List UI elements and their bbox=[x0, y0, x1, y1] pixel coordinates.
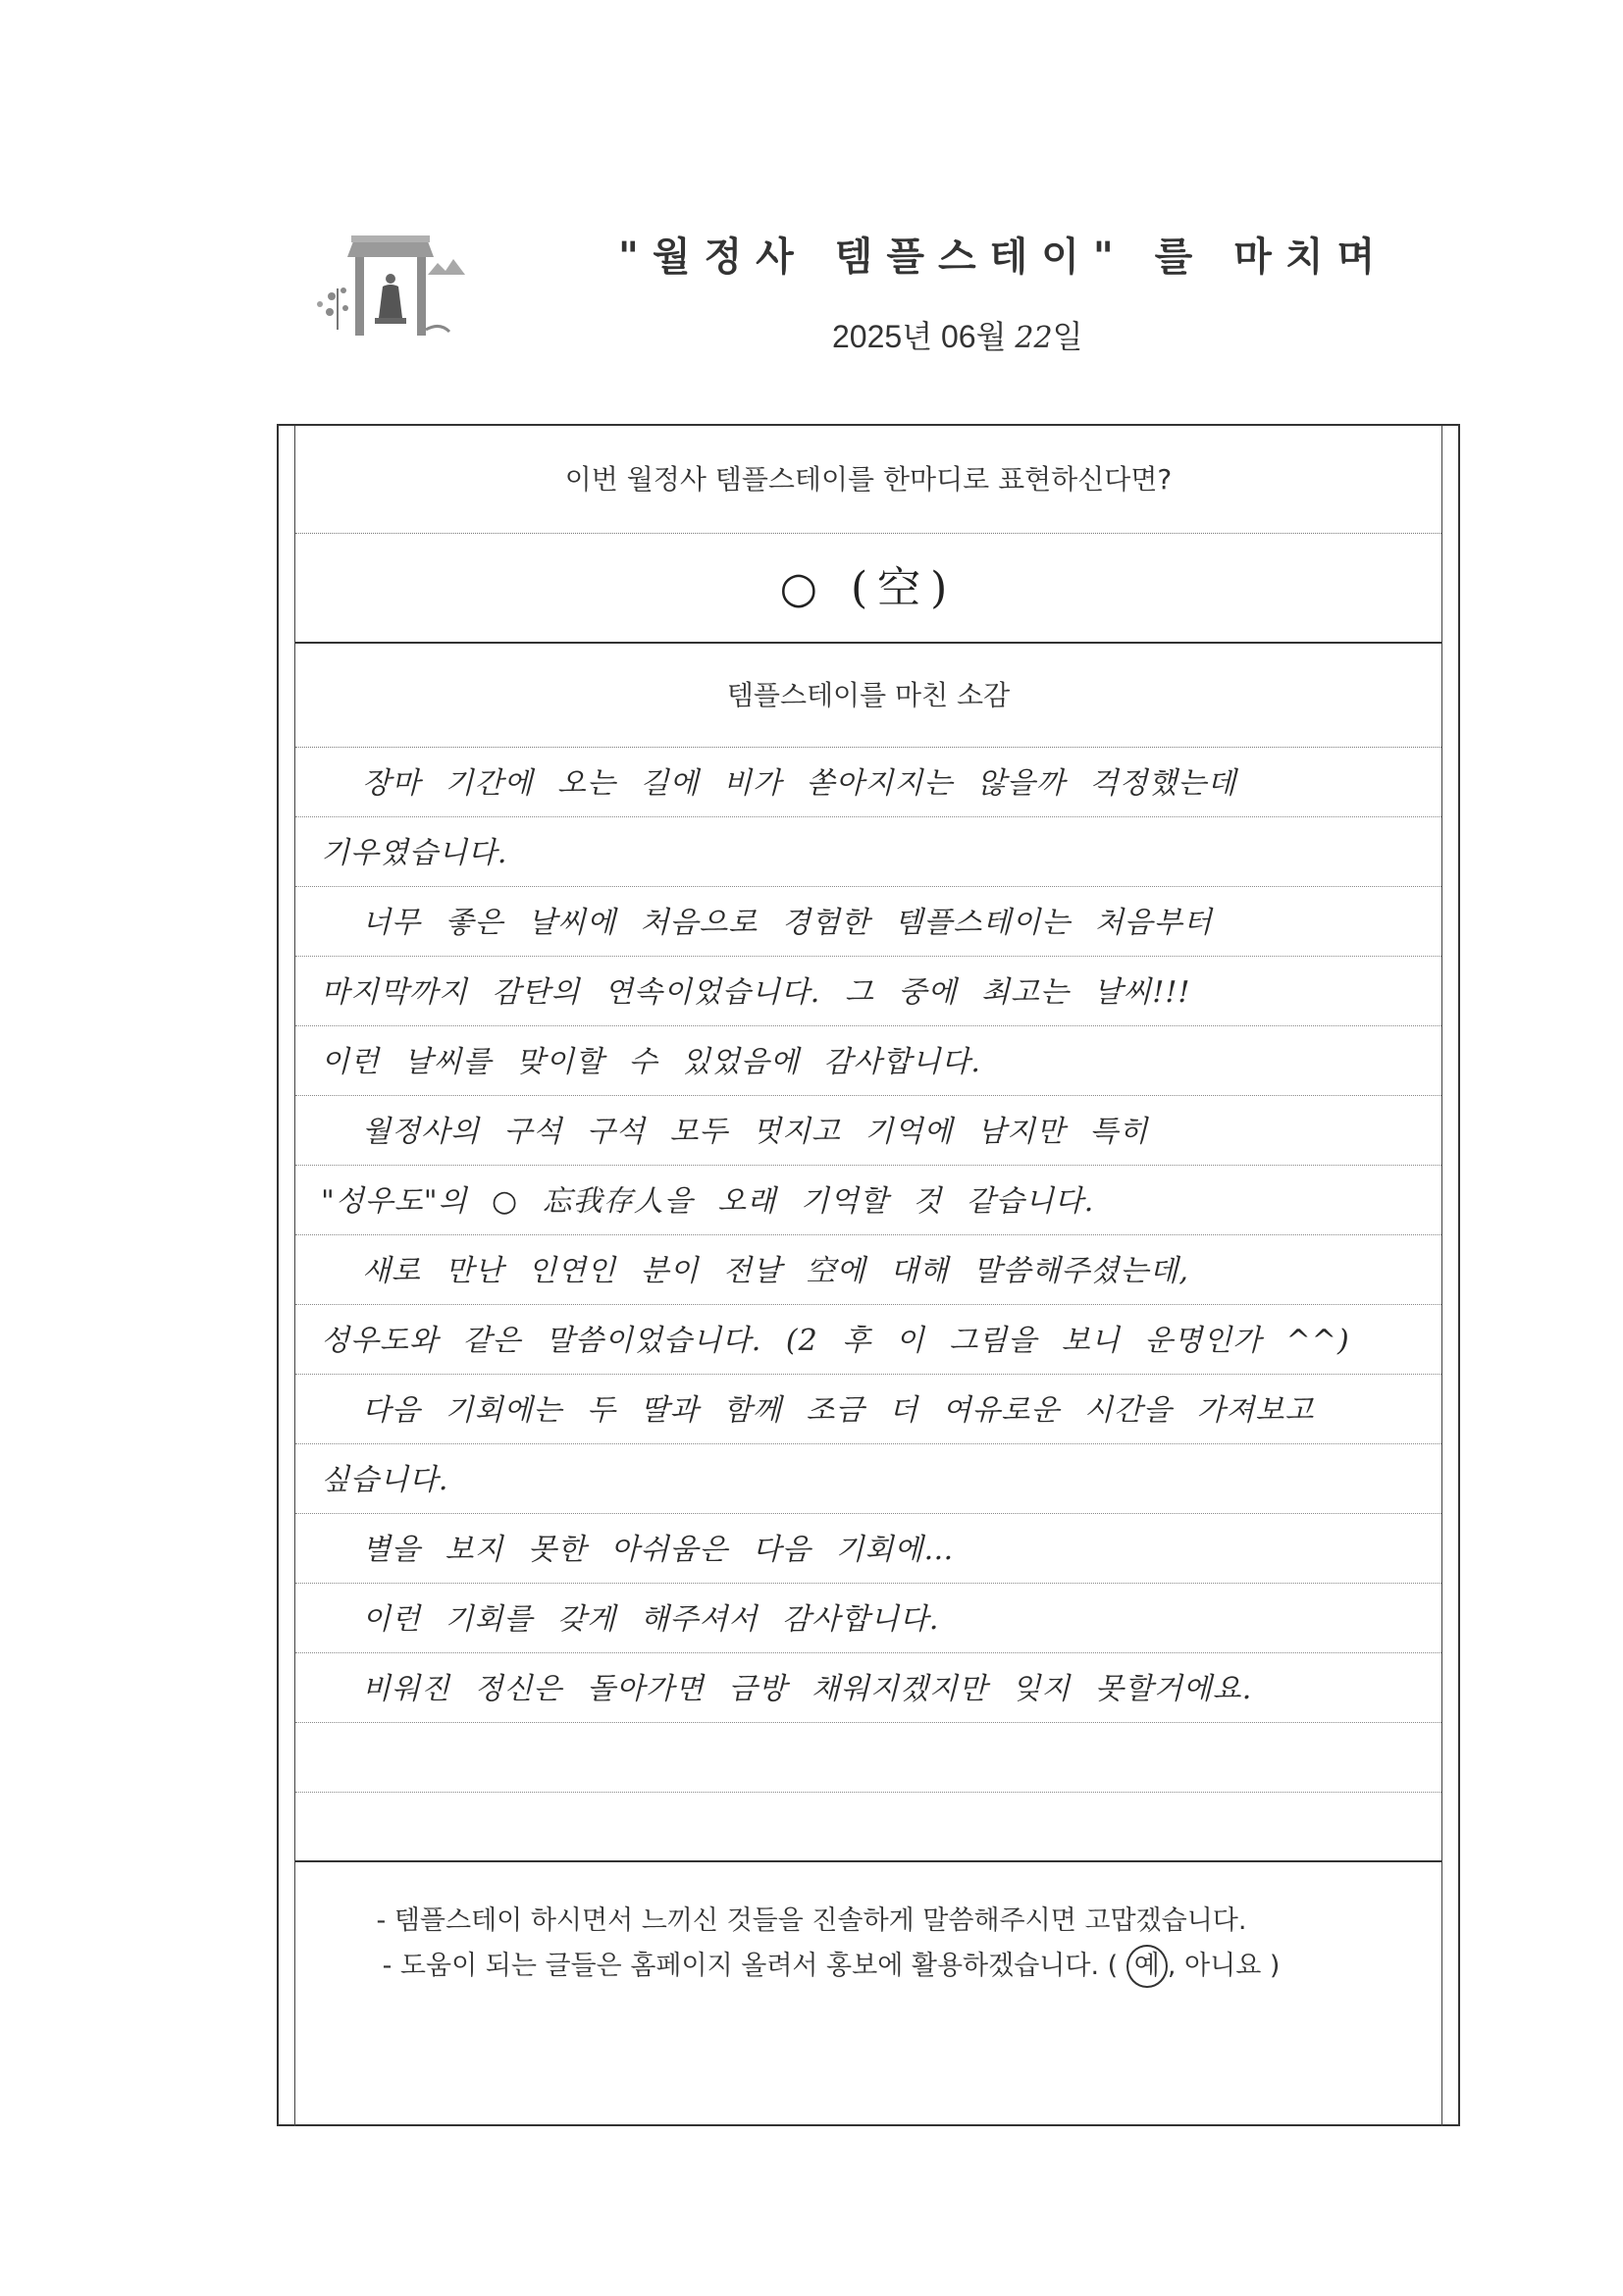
note-consent bbox=[0, 1944, 1623, 1989]
date-printed: 2025년 06월 bbox=[832, 319, 1016, 354]
handwritten-line: 마지막까지 감탄의 연속이었습니다. 그 중에 최고는 날씨!!! bbox=[295, 957, 1441, 1026]
answer-field[interactable]: ○ (空) bbox=[295, 534, 1441, 644]
feedback-form bbox=[277, 424, 1460, 2126]
handwritten-line: "성우도"의 ○ 忘我存人을 오래 기억할 것 같습니다. bbox=[295, 1166, 1441, 1235]
handwritten-line: 별을 보지 못한 아쉬움은 다음 기회에… bbox=[295, 1514, 1441, 1584]
footer-notes bbox=[0, 1899, 1623, 1989]
handwritten-line: 싶습니다. bbox=[295, 1444, 1441, 1514]
consent-separator: , bbox=[1167, 1951, 1185, 1981]
handwritten-line: 새로 만난 인연인 분이 전날 空에 대해 말씀해주셨는데, bbox=[295, 1235, 1441, 1305]
handwritten-line: 이런 날씨를 맞이할 수 있었음에 감사합니다. bbox=[295, 1026, 1441, 1096]
consent-no-option[interactable]: 아니요 bbox=[1184, 1951, 1262, 1981]
handwritten-line: 너무 좋은 날씨에 처음으로 경험한 템플스테이는 처음부터 bbox=[295, 887, 1441, 957]
handwritten-line: 다음 기회에는 두 딸과 함께 조금 더 여유로운 시간을 가져보고 bbox=[295, 1375, 1441, 1444]
handwritten-line: 기우였습니다. bbox=[295, 817, 1441, 887]
temple-logo-icon bbox=[312, 228, 474, 343]
date-line bbox=[832, 312, 1083, 357]
handwritten-line bbox=[295, 1723, 1441, 1793]
handwritten-line: 월정사의 구석 구석 모두 멋지고 기억에 남지만 특히 bbox=[295, 1096, 1441, 1166]
date-suffix: 일 bbox=[1052, 319, 1083, 354]
impressions-heading: 템플스테이를 마친 소감 bbox=[295, 644, 1441, 748]
consent-close: ) bbox=[1261, 1951, 1281, 1981]
consent-yes-option[interactable]: 예 bbox=[1126, 1945, 1168, 1988]
handwritten-line bbox=[295, 1793, 1441, 1862]
impressions-textarea[interactable] bbox=[295, 748, 1441, 1862]
consent-text: - 도움이 되는 글들은 홈페이지 올려서 홍보에 활용하겠습니다. ( bbox=[382, 1951, 1119, 1981]
handwritten-line: 성우도와 같은 말씀이었습니다. (2 후 이 그림을 보니 운명인가 ^^) bbox=[295, 1305, 1441, 1375]
question-label: 이번 월정사 템플스테이를 한마디로 표현하신다면? bbox=[295, 426, 1441, 534]
handwritten-line: 이런 기회를 갖게 해주셔서 감사합니다. bbox=[295, 1584, 1441, 1653]
handwritten-line: 비워진 정신은 돌아가면 금방 채워지겠지만 잊지 못할거에요. bbox=[295, 1653, 1441, 1723]
handwritten-line: 장마 기간에 오는 길에 비가 쏟아지지는 않을까 걱정했는데 bbox=[295, 748, 1441, 817]
note-honest-feedback: - 템플스테이 하시면서 느끼신 것들을 진솔하게 말씀해주시면 고맙겠습니다. bbox=[376, 1905, 1247, 1936]
date-day-handwritten: 22 bbox=[1015, 321, 1053, 355]
page-title: "월정사 템플스테이" 를 마치며 bbox=[618, 235, 1389, 280]
form-inner bbox=[294, 426, 1442, 2126]
